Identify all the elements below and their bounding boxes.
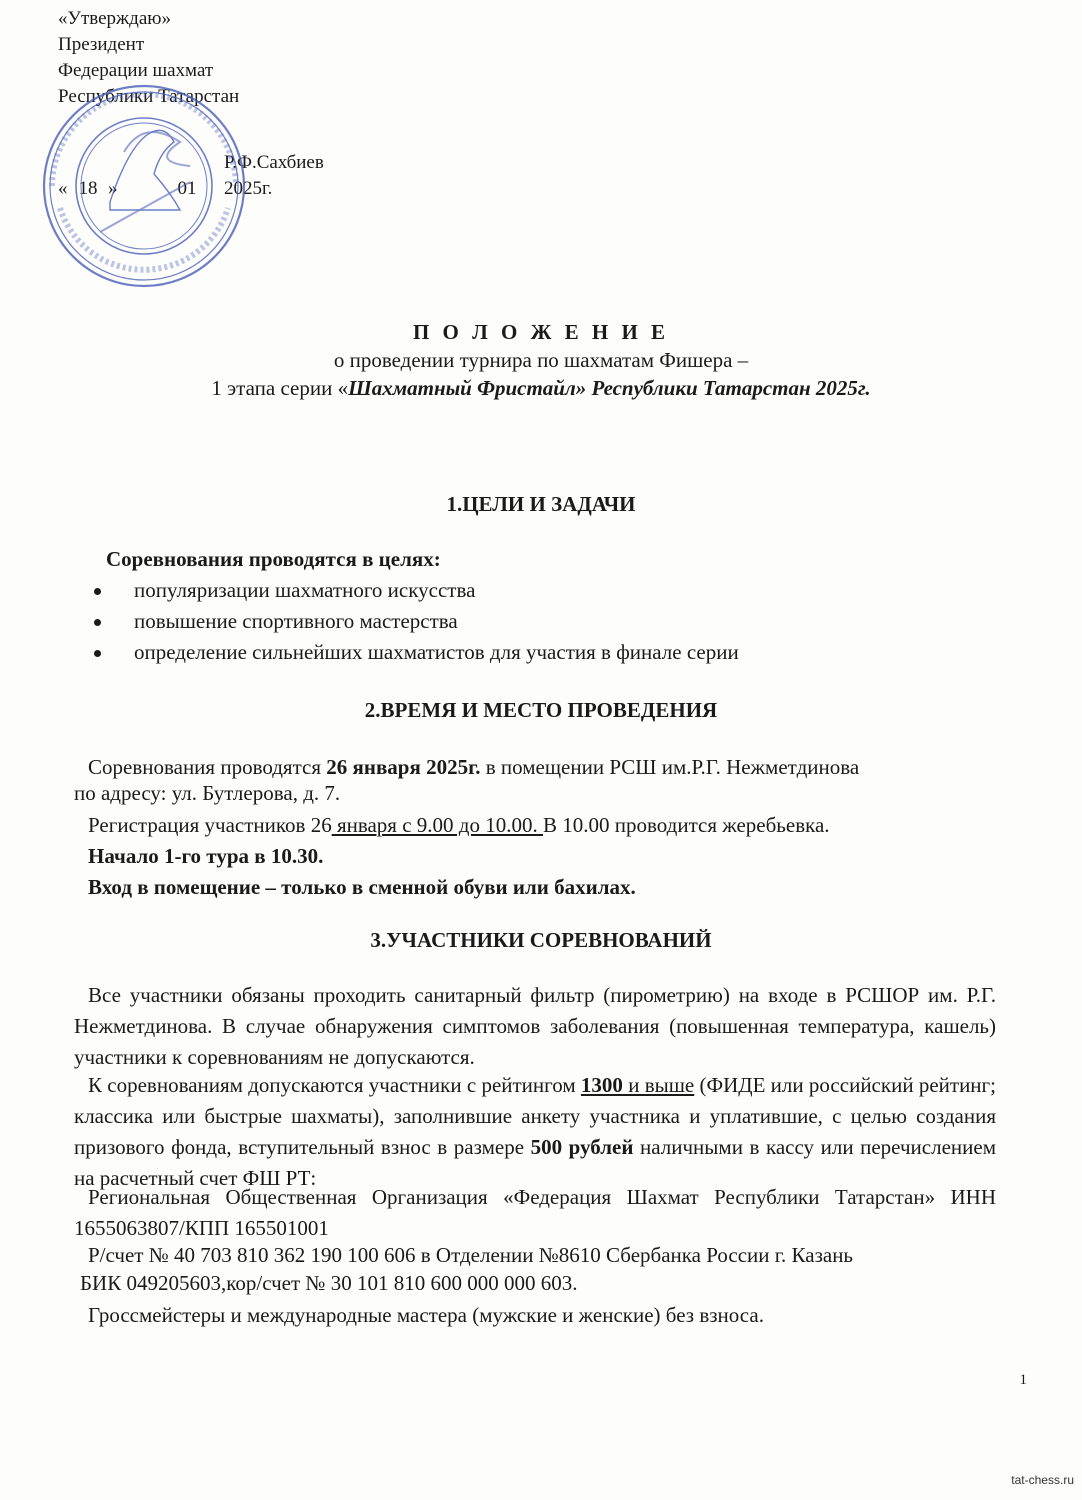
title-series [0,374,1082,402]
section2-address: по адресу: ул. Бутлерова, д. 7. [74,781,341,805]
approval-line: Президент [58,34,145,55]
section1-heading: 1.ЦЕЛИ И ЗАДАЧИ [446,492,636,516]
section3-bik: БИК 049205603,кор/счет № 30 101 810 600 000 000 603. [80,1271,578,1295]
section2-entry: Вход в помещение – только в сменной обуви или бахилах. [88,875,636,899]
section3-sanitary: Все участники обязаны проходить санитарный фильтр (пирометрию) на входе в РСШОР им. Р.Г. Нежметдинова. В случае обнаружения симптомов заболевания (повышенная температура, кашель) участники к соревнованиям не допускаются. [74,983,996,1069]
text-run: в помещении РСШ им.Р.Г. Нежметдинова [480,755,860,779]
page-number: 1 [1019,1372,1027,1388]
text-run: Соревнования проводятся [88,755,327,779]
text-run: (ФИДЕ или российский рейтинг; классика или быстрые шахматы), заполнившие анкету участника и уплатившие, с целью создания призового фонда, вступительный взнос в размере [74,1073,996,1159]
section2-heading: 2.ВРЕМЯ И МЕСТО ПРОВЕДЕНИЯ [364,698,718,722]
rating-threshold: 1300 [580,1073,623,1097]
title-main: П О Л О Ж Е Н И Е [412,320,670,344]
section3-account: Р/счет № 40 703 810 362 190 100 606 в Отделении №8610 Сбербанка России г. Казань [88,1243,854,1267]
text-run: В 10.00 проводится жеребьевка. [542,813,830,837]
event-date: 26 января 2025г. [326,755,481,779]
section2-start: Начало 1-го тура в 10.30. [88,844,324,868]
rating-threshold-suffix: и выше [622,1073,695,1097]
date-year: 2025г. [224,178,273,199]
date-quote-close: » [108,178,118,199]
list-item: популяризации шахматного искусства [88,575,739,606]
section3-organization: Региональная Общественная Организация «Федерация Шахмат Республики Татарстан» ИНН 1655063807/КПП 165501001 [74,1185,996,1240]
date-day: 18 [78,178,98,199]
section1-intro: Соревнования проводятся в целях: [106,547,441,571]
date-quote-open: « [58,178,68,199]
text-run: Регистрация участников 26 [88,813,332,837]
title-subtitle: о проведении турнира по шахматам Фишера – [333,348,749,372]
official-stamp [40,82,248,290]
text-run: наличными в кассу или перечислением на расчетный счет ФШ РТ: [74,1135,996,1190]
section3-heading: 3.УЧАСТНИКИ СОРЕВНОВАНИЙ [370,928,712,952]
goals-list [88,575,739,668]
signatory-name: Р.Ф.Сахбиев [224,152,324,173]
approval-line: «Утверждаю» [58,8,171,29]
document-title [0,318,1082,402]
section3-admission [74,1070,996,1194]
section3-grandmasters: Гроссмейстеры и международные мастера (мужские и женские) без взноса. [88,1303,764,1327]
entry-fee: 500 рублей [530,1135,634,1159]
date-month: 01 [177,178,197,199]
section2-registration [88,810,830,841]
approval-line: Республики Татарстан [58,86,240,107]
site-watermark: tat-chess.ru [1011,1473,1074,1487]
title-series-name: Шахматный Фристайл» Республики Татарстан 2025г. [348,376,871,400]
list-item: повышение спортивного мастерства [88,606,739,637]
approval-line: Федерации шахмат [58,60,214,81]
text-run: К соревнованиям допускаются участники с рейтингом [88,1073,581,1097]
registration-time: января с 9.00 до 10.00. [331,813,543,837]
title-series-prefix: 1 этапа серии « [211,376,349,400]
list-item: определение сильнейших шахматистов для участия в финале серии [88,637,739,668]
